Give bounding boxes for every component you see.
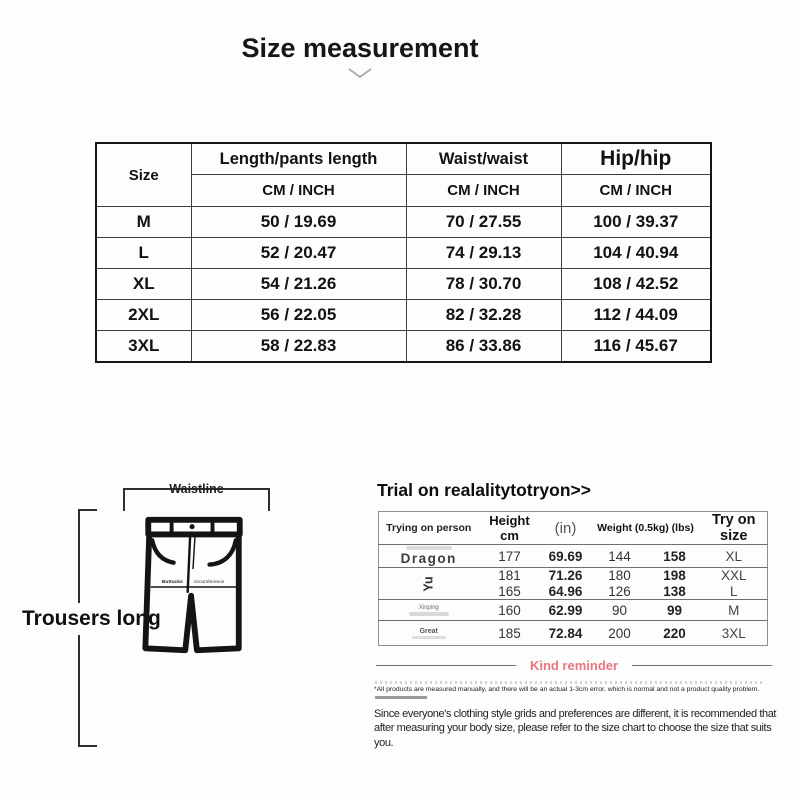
height-in-value: 62.99 bbox=[541, 600, 591, 621]
size-row-l bbox=[96, 238, 711, 269]
size-label: 2XL bbox=[96, 300, 191, 331]
size-label: M bbox=[96, 207, 191, 238]
trousers-icon bbox=[138, 514, 250, 660]
hip-value: 104 / 40.94 bbox=[561, 238, 711, 269]
weight-col-header: Weight (0.5kg) (lbs) bbox=[591, 512, 701, 545]
weight-kg-value: 144 bbox=[608, 548, 631, 564]
size-col-header: Size bbox=[96, 143, 191, 207]
height-in-value: 72.84 bbox=[541, 621, 591, 646]
measurement-error-note: *All products are measured manually, and there will be an actual 1-3cm error, which is normal and not a product quality problem. bbox=[374, 686, 760, 693]
kind-reminder-label: Kind reminder bbox=[529, 658, 619, 673]
hip-value: 108 / 42.52 bbox=[561, 269, 711, 300]
height-cm-value: 165 bbox=[498, 583, 521, 599]
weight-kg-value: 200 bbox=[591, 621, 649, 646]
height-in-col-header: (in) bbox=[541, 512, 591, 545]
size-row-2xl bbox=[96, 300, 711, 331]
tryon-header-row bbox=[379, 512, 768, 545]
weight-kg-value: 180 bbox=[591, 568, 649, 584]
waist-value: 82 / 32.28 bbox=[406, 300, 561, 331]
size-advice-paragraph: Since everyone's clothing style grids and preferences are different, it is recommended that after measuring your body size, please refer to the size chart to choose the size that suits you. bbox=[374, 708, 777, 749]
tryon-heading: Trial on realalitytotryon>> bbox=[377, 480, 591, 500]
height-in-value: 71.26 bbox=[541, 568, 591, 584]
tryon-row-great bbox=[379, 621, 768, 646]
waist-value: 78 / 30.70 bbox=[406, 269, 561, 300]
waistline-label: Waistline bbox=[169, 482, 224, 496]
length-value: 50 / 19.69 bbox=[191, 207, 406, 238]
height-cm-value: 160 bbox=[479, 600, 541, 621]
trousers-long-label: Trousers long bbox=[20, 603, 163, 635]
waist-unit-header: CM / INCH bbox=[406, 175, 561, 207]
length-value: 54 / 21.26 bbox=[191, 269, 406, 300]
hip-value: 100 / 39.37 bbox=[561, 207, 711, 238]
person-name: Dragon bbox=[379, 545, 479, 568]
length-value: 52 / 20.47 bbox=[191, 238, 406, 269]
weight-kg-value: 90 bbox=[591, 600, 649, 621]
tryon-table bbox=[378, 511, 768, 646]
weight-lbs-value: 158 bbox=[663, 548, 686, 564]
hip-col-header: Hip/hip bbox=[561, 143, 711, 175]
size-row-xl bbox=[96, 269, 711, 300]
tryon-row-dragon bbox=[379, 545, 768, 568]
length-col-header: Length/pants length bbox=[191, 143, 406, 175]
hip-value: 116 / 45.67 bbox=[561, 331, 711, 363]
weight-lbs-value: 198 bbox=[649, 568, 701, 584]
size-table bbox=[95, 142, 712, 363]
waist-value: 70 / 27.55 bbox=[406, 207, 561, 238]
tryon-size-value: XXL bbox=[701, 568, 768, 584]
waist-value: 86 / 33.86 bbox=[406, 331, 561, 363]
waist-value: 74 / 29.13 bbox=[406, 238, 561, 269]
hip-value: 112 / 44.09 bbox=[561, 300, 711, 331]
weight-lbs-value: 220 bbox=[649, 621, 701, 646]
person-col-header: Trying on person bbox=[379, 512, 479, 545]
length-value: 58 / 22.83 bbox=[191, 331, 406, 363]
weight-lbs-value: 138 bbox=[663, 583, 686, 599]
weight-kg-value: 126 bbox=[608, 583, 631, 599]
hip-note-left: Buttocks bbox=[161, 580, 183, 586]
tryon-size-value: 3XL bbox=[701, 621, 768, 646]
height-in-value: 69.69 bbox=[548, 548, 583, 564]
kind-reminder-divider bbox=[376, 658, 772, 673]
tryon-row-xinping bbox=[379, 600, 768, 621]
tryon-row-yu-1 bbox=[379, 568, 768, 584]
scan-noise bbox=[375, 681, 765, 684]
scan-smudge bbox=[375, 696, 427, 699]
divider-line-right bbox=[632, 665, 772, 666]
tryon-size-value: M bbox=[701, 600, 768, 621]
height-in-value: 64.96 bbox=[548, 583, 583, 599]
size-label: XL bbox=[96, 269, 191, 300]
waistband-button bbox=[190, 524, 195, 529]
height-cm-value: 185 bbox=[479, 621, 541, 646]
length-unit-header: CM / INCH bbox=[191, 175, 406, 207]
chevron-down-icon bbox=[347, 66, 373, 80]
size-row-3xl bbox=[96, 331, 711, 363]
size-label: 3XL bbox=[96, 331, 191, 363]
waist-col-header: Waist/waist bbox=[406, 143, 561, 175]
person-name: Xinping bbox=[379, 600, 479, 621]
tryon-size-col-header: Try on size bbox=[701, 512, 768, 545]
height-cm-col-header: Height cm bbox=[479, 512, 541, 545]
size-label: L bbox=[96, 238, 191, 269]
page-title: Size measurement bbox=[241, 33, 479, 63]
tryon-size-value: L bbox=[729, 583, 738, 599]
waistline-bracket bbox=[123, 482, 270, 511]
hip-unit-header: CM / INCH bbox=[561, 175, 711, 207]
divider-line-left bbox=[376, 665, 516, 666]
tryon-size-value: XL bbox=[725, 548, 742, 564]
height-cm-value: 181 bbox=[479, 568, 541, 584]
size-row-m bbox=[96, 207, 711, 238]
length-value: 56 / 22.05 bbox=[191, 300, 406, 331]
height-cm-value: 177 bbox=[498, 548, 521, 564]
weight-lbs-value: 99 bbox=[649, 600, 701, 621]
hip-note-right: circumference bbox=[194, 580, 225, 586]
person-name: Yu bbox=[379, 568, 479, 600]
person-name: Great bbox=[379, 621, 479, 646]
